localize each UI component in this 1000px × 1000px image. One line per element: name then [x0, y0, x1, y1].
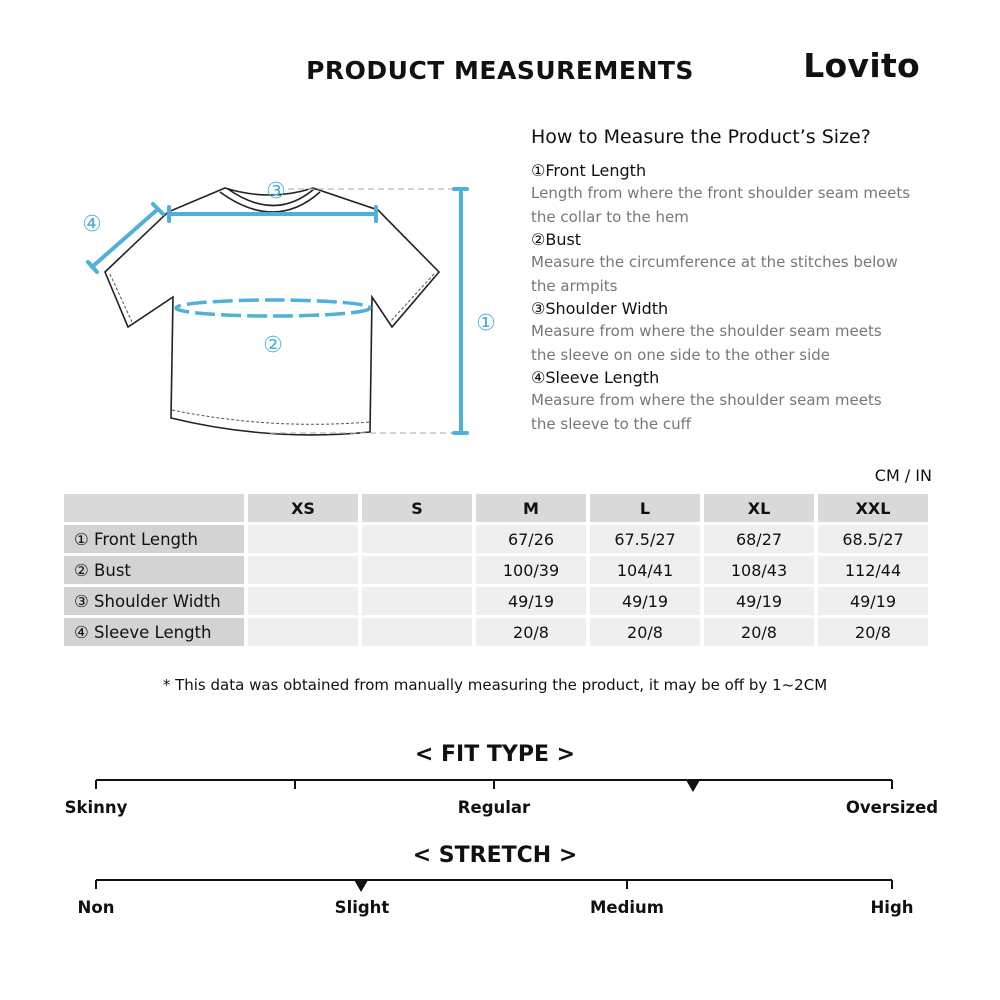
- row-label: ② Bust: [64, 556, 244, 584]
- measure-item-name: ①Front Length: [531, 161, 647, 180]
- stretch-label-high: High: [870, 898, 914, 917]
- column-header: S: [362, 494, 472, 522]
- table-cell: [248, 618, 358, 646]
- table-cell: 20/8: [590, 618, 700, 646]
- fit-type-indicator: [686, 780, 700, 792]
- unit-label: CM / IN: [874, 466, 932, 485]
- fit-type-scale: [0, 770, 1000, 800]
- how-to-measure-list: [531, 160, 911, 436]
- table-row: [64, 587, 928, 615]
- table-row: [64, 618, 928, 646]
- measure-item-description: Measure from where the shoulder seam meets the sleeve on one side to the other side: [531, 322, 882, 364]
- measure-item-name: ②Bust: [531, 230, 582, 249]
- row-label: ③ Shoulder Width: [64, 587, 244, 615]
- table-row: [64, 525, 928, 553]
- table-cell: 100/39: [476, 556, 586, 584]
- column-header: XS: [248, 494, 358, 522]
- column-header: L: [590, 494, 700, 522]
- fit-type-title: < FIT TYPE >: [414, 742, 576, 767]
- table-header-row: [64, 494, 928, 522]
- fit-label-skinny: Skinny: [64, 798, 128, 817]
- measure-item-bust: [531, 229, 911, 298]
- table-cell: 67/26: [476, 525, 586, 553]
- measurement-note: * This data was obtained from manually measuring the product, it may be off by 1~2CM: [162, 676, 828, 694]
- table-cell: [248, 556, 358, 584]
- table-cell: 108/43: [704, 556, 814, 584]
- marker-bust: ②: [263, 333, 283, 358]
- table-cell: [248, 587, 358, 615]
- stretch-scale: [0, 870, 1000, 900]
- table-cell: 20/8: [818, 618, 928, 646]
- stretch-indicator: [354, 880, 368, 892]
- size-table: [60, 491, 932, 649]
- fit-label-regular: Regular: [457, 798, 531, 817]
- row-label: ④ Sleeve Length: [64, 618, 244, 646]
- table-cell: 49/19: [590, 587, 700, 615]
- column-header: XXL: [818, 494, 928, 522]
- table-cell: 112/44: [818, 556, 928, 584]
- table-cell: [362, 556, 472, 584]
- stretch-label-medium: Medium: [589, 898, 665, 917]
- marker-front-length: ①: [476, 311, 496, 336]
- table-cell: 20/8: [476, 618, 586, 646]
- stretch-title: < STRETCH >: [412, 843, 578, 868]
- column-header: XL: [704, 494, 814, 522]
- table-corner: [64, 494, 244, 522]
- stretch-label-slight: Slight: [334, 898, 390, 917]
- fit-label-oversized: Oversized: [845, 798, 939, 817]
- how-to-measure-title: How to Measure the Product’s Size?: [531, 126, 871, 148]
- page-title: PRODUCT MEASUREMENTS: [306, 56, 694, 85]
- table-cell: 49/19: [704, 587, 814, 615]
- table-cell: [362, 618, 472, 646]
- table-cell: 68.5/27: [818, 525, 928, 553]
- measure-item-front-length: [531, 160, 911, 229]
- measure-item-name: ③Shoulder Width: [531, 299, 669, 318]
- measure-item-description: Length from where the front shoulder seam meets the collar to the hem: [531, 184, 911, 226]
- measure-item-shoulder-width: [531, 298, 911, 367]
- table-cell: [362, 587, 472, 615]
- marker-sleeve: ④: [82, 212, 102, 237]
- measure-item-description: Measure the circumference at the stitches below the armpits: [531, 253, 898, 295]
- table-cell: [248, 525, 358, 553]
- table-row: [64, 556, 928, 584]
- table-cell: 104/41: [590, 556, 700, 584]
- table-cell: 49/19: [818, 587, 928, 615]
- measure-item-name: ④Sleeve Length: [531, 368, 660, 387]
- table-cell: 49/19: [476, 587, 586, 615]
- stretch-label-non: Non: [77, 898, 115, 917]
- tshirt-diagram: [70, 160, 510, 445]
- table-cell: [362, 525, 472, 553]
- brand-logo: Lovito: [803, 46, 920, 85]
- marker-shoulder: ③: [266, 179, 286, 204]
- table-cell: 68/27: [704, 525, 814, 553]
- measure-item-sleeve-length: [531, 367, 911, 436]
- table-cell: 20/8: [704, 618, 814, 646]
- table-cell: 67.5/27: [590, 525, 700, 553]
- row-label: ① Front Length: [64, 525, 244, 553]
- measure-item-description: Measure from where the shoulder seam meets the sleeve to the cuff: [531, 391, 882, 433]
- column-header: M: [476, 494, 586, 522]
